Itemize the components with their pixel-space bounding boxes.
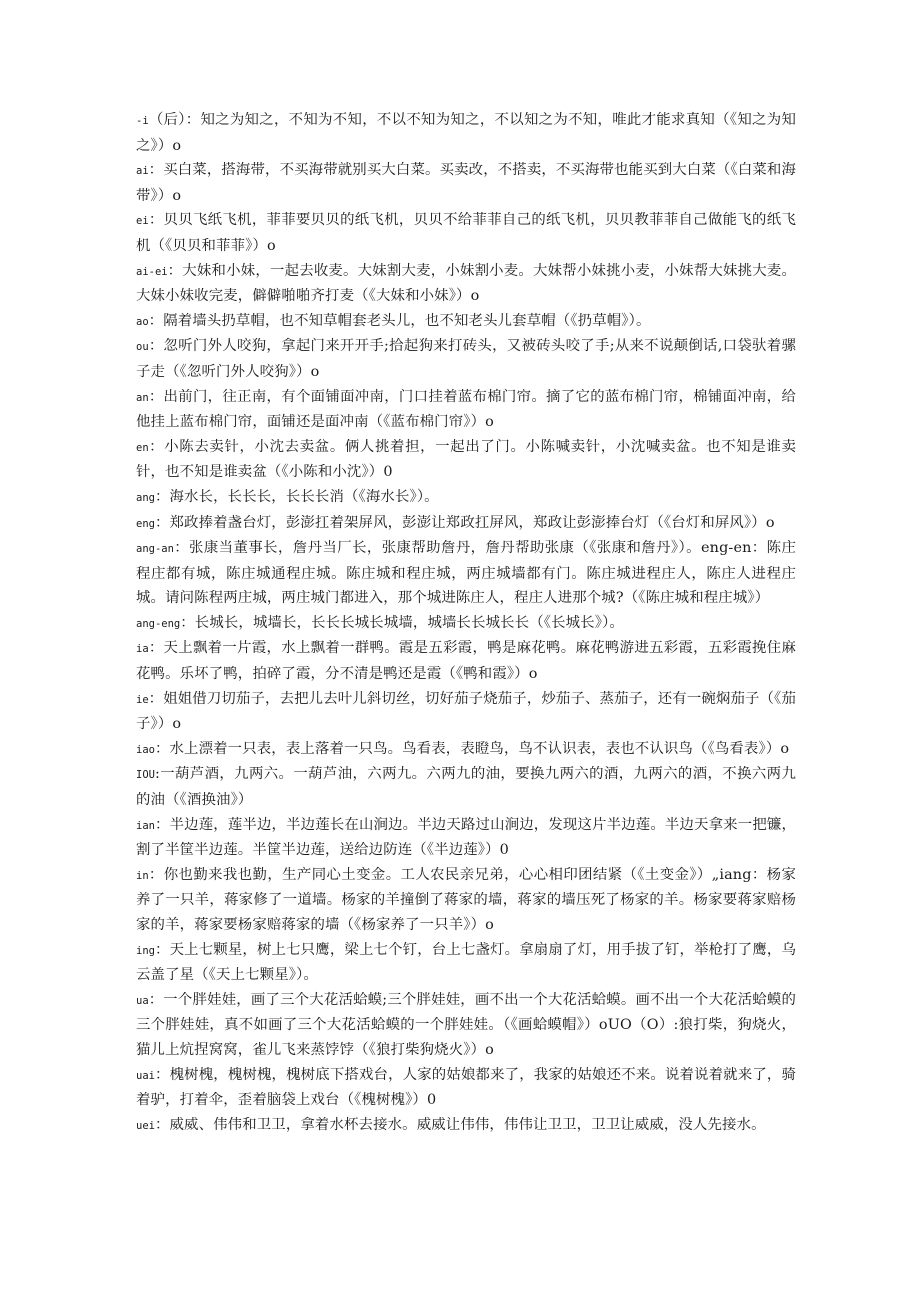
rhyme-label: -i xyxy=(136,115,149,127)
rhyme-label: ao xyxy=(136,315,149,328)
rhyme-label: ua xyxy=(136,994,149,1007)
paragraph-ua xyxy=(136,988,796,1063)
paragraph-text: ：一个胖娃娃，画了三个大花活蛤蟆;三个胖娃娃，画不出一个大花活蛤蟆。画不出一个大花活蛤蟆的三个胖娃娃，真不如画了三个大花活蛤蟆的一个胖娃娃。（《画蛤蟆帽》）oUO（O）:狼打柴，狗烧火，猫儿上炕捏窝窝，雀儿飞来蒸饽饽（《狼打柴狗烧火》）o xyxy=(136,991,796,1058)
rhyme-label: iao xyxy=(136,743,155,756)
rhyme-label: uei xyxy=(136,1119,155,1132)
document-body xyxy=(136,108,796,1138)
paragraph-ou xyxy=(136,334,796,384)
paragraph-ang xyxy=(136,485,796,511)
paragraph-ia xyxy=(136,636,796,686)
paragraph-ing xyxy=(136,938,796,988)
paragraph-i xyxy=(136,108,796,158)
rhyme-label: ou xyxy=(136,341,149,354)
paragraph-text: ：贝贝飞纸飞机，菲菲要贝贝的纸飞机，贝贝不给菲菲自己的纸飞机，贝贝教菲菲自己做能飞的纸飞机（《贝贝和菲菲》）o xyxy=(136,212,796,254)
paragraph-ai xyxy=(136,158,796,208)
paragraph-text: ：大妹和小妹，一起去收麦。大妹割大麦，小妹割小麦。大妹帮小妹挑小麦，小妹帮大妹挑大麦。大妹小妹收完麦，僻僻啪啪齐打麦（《大妹和小妹》）o xyxy=(136,262,796,305)
paragraph-uei xyxy=(136,1113,796,1139)
paragraph-text: ：姐姐借刀切茄子，去把儿去叶儿斜切丝，切好茄子烧茄子，炒茄子、蒸茄子，还有一碗焖茄子（《茄子》）o xyxy=(136,690,796,733)
paragraph-ei xyxy=(136,208,796,258)
rhyme-label: ang xyxy=(136,491,155,504)
paragraph-text: ：张康当董事长，詹丹当厂长，张康帮助詹丹，詹丹帮助张康（《张康和詹丹》）。eng-en：陈庄程庄都有城，陈庄城通程庄城。陈庄城和程庄城，两庄城墙都有门。陈庄城进程庄人，陈庄人进程庄城。请问陈程两庄城，两庄城门都进入，那个城进陈庄人，程庄人进那个城?（《陈庄城和程庄城》） xyxy=(136,540,796,607)
paragraph-ao xyxy=(136,309,796,335)
rhyme-label: ai-ei xyxy=(136,265,168,278)
paragraph-ang-eng xyxy=(136,611,796,637)
paragraph-text: （后）：知之为知之，不知为不知，不以不知为知之，不以知之为不知，唯此才能求真知（《知之为知之》）o xyxy=(136,112,796,154)
paragraph-iao xyxy=(136,737,796,763)
paragraph-text: ：买白菜，搭海带，不买海带就别买大白菜。买卖改，不搭卖，不买海带也能买到大白菜（《白菜和海带》）o xyxy=(136,162,796,204)
rhyme-label: ang-eng xyxy=(136,617,181,630)
paragraph-text: ：海水长，长长长，长长长消（《海水长》）。 xyxy=(154,488,439,505)
rhyme-label: IOU xyxy=(136,769,155,782)
rhyme-label: eng xyxy=(136,517,155,530)
paragraph-text: ：隔着墙头扔草帽，也不知草帽套老头儿，也不知老头儿套草帽（《扔草帽》）。 xyxy=(148,312,651,329)
paragraph-ang-an xyxy=(136,536,796,611)
rhyme-label: ia xyxy=(136,643,149,656)
rhyme-label: ei xyxy=(136,215,149,228)
paragraph-text: ：你也勤来我也勤，生产同心土变金。工人农民亲兄弟，心心相印团结紧（《土变金》）„iang：杨家养了一只羊，蒋家修了一道墙。杨家的羊撞倒了蒋家的墙，蒋家的墙压死了杨家的羊。杨家要蒋家赔杨家的羊，蒋家要杨家赔蒋家的墙（《杨家养了一只羊》）o xyxy=(136,866,796,933)
paragraph-text: ：槐树槐，槐树槐，槐树底下搭戏台，人家的姑娘都来了，我家的姑娘还不来。说着说着就来了，骑着驴，打着伞，歪着脑袋上戏台（《槐树槐》）0 xyxy=(136,1066,796,1109)
paragraph-ian xyxy=(136,813,796,863)
rhyme-label: en xyxy=(136,441,149,454)
rhyme-label: ian xyxy=(136,819,155,832)
paragraph-text: ：郑政捧着盏台灯，彭澎扛着架屏风，彭澎让郑政扛屏风，郑政让彭澎捧台灯（《台灯和屏风》）o xyxy=(154,514,775,531)
rhyme-label: uai xyxy=(136,1069,155,1082)
paragraph-uai xyxy=(136,1063,796,1113)
rhyme-label: ai xyxy=(136,165,149,178)
paragraph-text: ：出前门，往正南，有个面铺面冲南，门口挂着蓝布棉门帘。摘了它的蓝布棉门帘，棉铺面冲南，给他挂上蓝布棉门帘，面铺还是面冲南（《蓝布棉门帘》）o xyxy=(136,388,796,431)
rhyme-label: an xyxy=(136,391,149,404)
paragraph-an xyxy=(136,385,796,435)
rhyme-label: ang-an xyxy=(136,543,174,556)
paragraph-eng xyxy=(136,511,796,537)
paragraph-text: ：水上漂着一只表，表上落着一只鸟。鸟看表，表瞪鸟，鸟不认识表，表也不认识鸟（《鸟看表》）o xyxy=(154,740,790,757)
rhyme-label: ie xyxy=(136,693,149,706)
paragraph-text: :一葫芦酒，九两六。一葫芦油，六两九。六两九的油，要换九两六的酒，九两六的酒，不换六两九的油（《酒换油》） xyxy=(136,766,796,809)
paragraph-text: ：天上七颗星，树上七只鹰，梁上七个钉，台上七盏灯。拿扇扇了灯，用手拔了钉，举枪打了鹰，乌云盖了星（《天上七颗星》）。 xyxy=(136,941,796,984)
paragraph-text: ：小陈去卖针，小沈去卖盆。俩人挑着担，一起出了门。小陈喊卖针，小沈喊卖盆。也不知是谁卖针，也不知是谁卖盆（《小陈和小沈》）0 xyxy=(136,438,796,481)
paragraph-iou xyxy=(136,762,796,812)
paragraph-text: ：威威、伟伟和卫卫，拿着水杯去接水。威威让伟伟，伟伟让卫卫，卫卫让威威，没人先接水。 xyxy=(154,1116,766,1133)
paragraph-text: ：忽听门外人咬狗，拿起门来开开手;拾起狗来打砖头，又被砖头咬了手;从来不说颠倒话,口袋驮着骡子走（《忽听门外人咬狗》）o xyxy=(136,338,796,380)
paragraph-text: ：半边莲，莲半边，半边莲长在山涧边。半边天路过山涧边，发现这片半边莲。半边天拿来一把镰，割了半筐半边莲。半筐半边莲，送给边防连（《半边莲》）0 xyxy=(136,816,796,859)
rhyme-label: in xyxy=(136,869,149,882)
paragraph-ie xyxy=(136,687,796,737)
paragraph-in xyxy=(136,863,796,938)
rhyme-label: ing xyxy=(136,944,155,957)
paragraph-en xyxy=(136,435,796,485)
paragraph-text: ：长城长，城墙长，长长长城长城墙，城墙长长城长长（《长城长》）。 xyxy=(180,614,624,631)
paragraph-text: ：天上飘着一片霞，水上飘着一群鸭。霞是五彩霞，鸭是麻花鸭。麻花鸭游进五彩霞，五彩霞挽住麻花鸭。乐坏了鸭，拍碎了霞，分不清是鸭还是霞（《鸭和霞》）o xyxy=(136,640,796,683)
paragraph-ai-ei xyxy=(136,259,796,309)
